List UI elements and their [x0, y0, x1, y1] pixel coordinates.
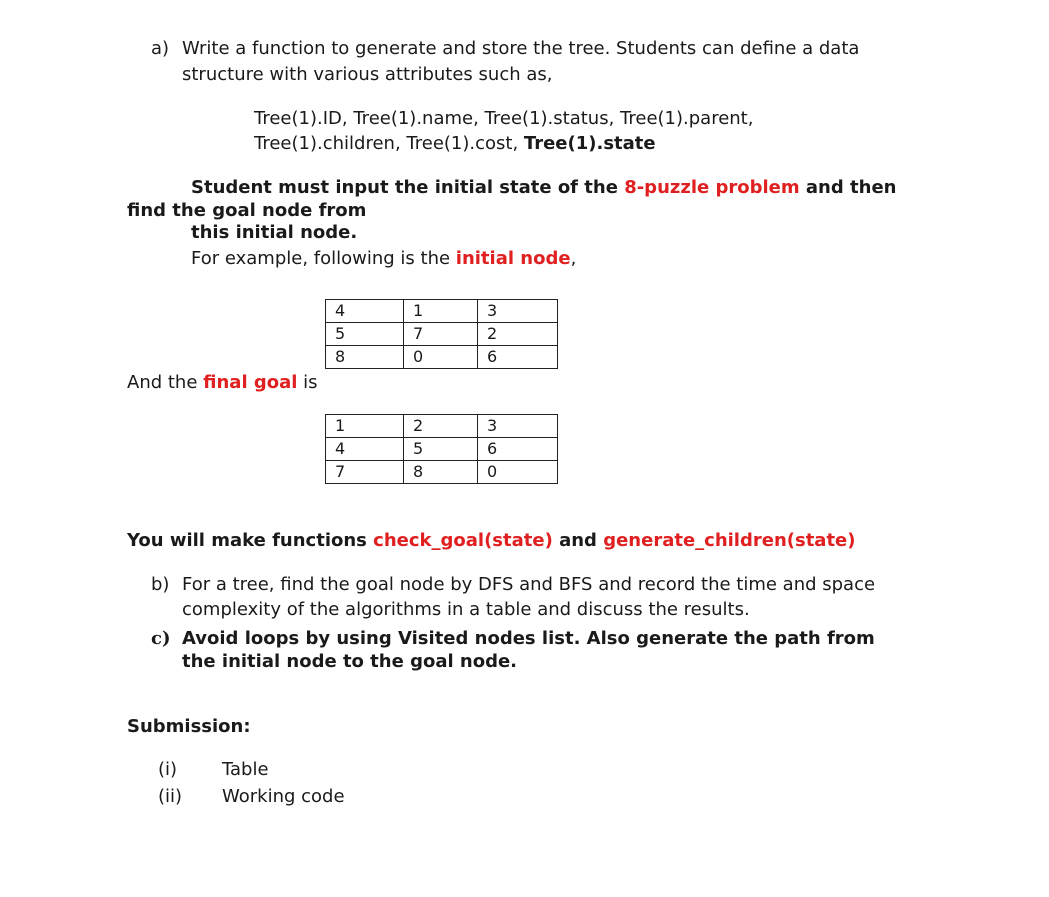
goal-label-b: is — [297, 372, 318, 393]
function-check-goal: check_goal(state) — [373, 530, 553, 551]
attributes-line2 — [254, 133, 656, 154]
goal-state-grid — [325, 414, 558, 484]
goal-label-a: And the — [127, 372, 204, 393]
functions-and: and — [552, 530, 604, 551]
grid-cell: 6 — [478, 346, 558, 369]
functions-line — [127, 530, 856, 551]
grid-cell: 2 — [478, 323, 558, 346]
instruction-line1-b: and then — [799, 177, 897, 198]
grid-cell: 3 — [478, 415, 558, 438]
grid-cell: 5 — [326, 323, 404, 346]
submission-item-2-num: (ii) — [158, 786, 183, 807]
grid-row — [326, 300, 558, 323]
grid-row — [326, 346, 558, 369]
goal-label-final-goal: final goal — [203, 372, 298, 393]
part-b-line1: For a tree, find the goal node by DFS and BFS and record the time and space — [182, 574, 876, 595]
submission-item-1-num: (i) — [158, 759, 178, 780]
attributes-line2-plain: Tree(1).children, Tree(1).cost, — [254, 133, 524, 154]
example-line — [191, 248, 576, 269]
functions-text: You will make functions — [127, 530, 374, 551]
attributes-line2-bold: Tree(1).state — [523, 133, 656, 154]
goal-label — [127, 372, 318, 393]
grid-row — [326, 415, 558, 438]
grid-cell: 7 — [326, 461, 404, 484]
initial-state-grid — [325, 299, 558, 369]
instruction-line1 — [191, 177, 896, 198]
grid-cell: 4 — [326, 300, 404, 323]
example-comma: , — [570, 248, 577, 269]
grid-cell: 4 — [326, 438, 404, 461]
example-text: For example, following is the — [191, 248, 456, 269]
grid-row — [326, 438, 558, 461]
part-a-marker: a) — [151, 38, 170, 59]
attributes-line1: Tree(1).ID, Tree(1).name, Tree(1).status, Tree(1).parent, — [254, 108, 754, 129]
function-generate-children: generate_children(state) — [603, 530, 856, 551]
instruction-line2: find the goal node from — [127, 200, 367, 221]
grid-cell: 1 — [326, 415, 404, 438]
instruction-line3: this initial node. — [191, 222, 358, 243]
grid-cell: 7 — [404, 323, 478, 346]
grid-cell: 6 — [478, 438, 558, 461]
instruction-puzzle-name: 8-puzzle problem — [624, 177, 800, 198]
part-c-line1: Avoid loops by using Visited nodes list. Also generate the path from — [182, 628, 875, 649]
grid-cell: 5 — [404, 438, 478, 461]
submission-item-2-text: Working code — [222, 786, 345, 807]
grid-cell: 3 — [478, 300, 558, 323]
grid-cell: 0 — [404, 346, 478, 369]
grid-row — [326, 323, 558, 346]
part-c-marker: c) — [151, 628, 171, 649]
grid-cell: 8 — [404, 461, 478, 484]
part-c-line2: the initial node to the goal node. — [182, 651, 518, 672]
part-a-line2: structure with various attributes such as, — [182, 64, 553, 85]
grid-cell: 0 — [478, 461, 558, 484]
grid-row — [326, 461, 558, 484]
grid-cell: 2 — [404, 415, 478, 438]
part-b-line2: complexity of the algorithms in a table and discuss the results. — [182, 599, 750, 620]
submission-title: Submission: — [127, 716, 251, 737]
instruction-line1-a: Student must input the initial state of the — [191, 177, 625, 198]
part-a-line1: Write a function to generate and store the tree. Students can define a data — [182, 38, 860, 59]
submission-item-1-text: Table — [222, 759, 269, 780]
example-initial-node: initial node — [455, 248, 571, 269]
part-b-marker: b) — [151, 574, 170, 595]
grid-cell: 1 — [404, 300, 478, 323]
grid-cell: 8 — [326, 346, 404, 369]
